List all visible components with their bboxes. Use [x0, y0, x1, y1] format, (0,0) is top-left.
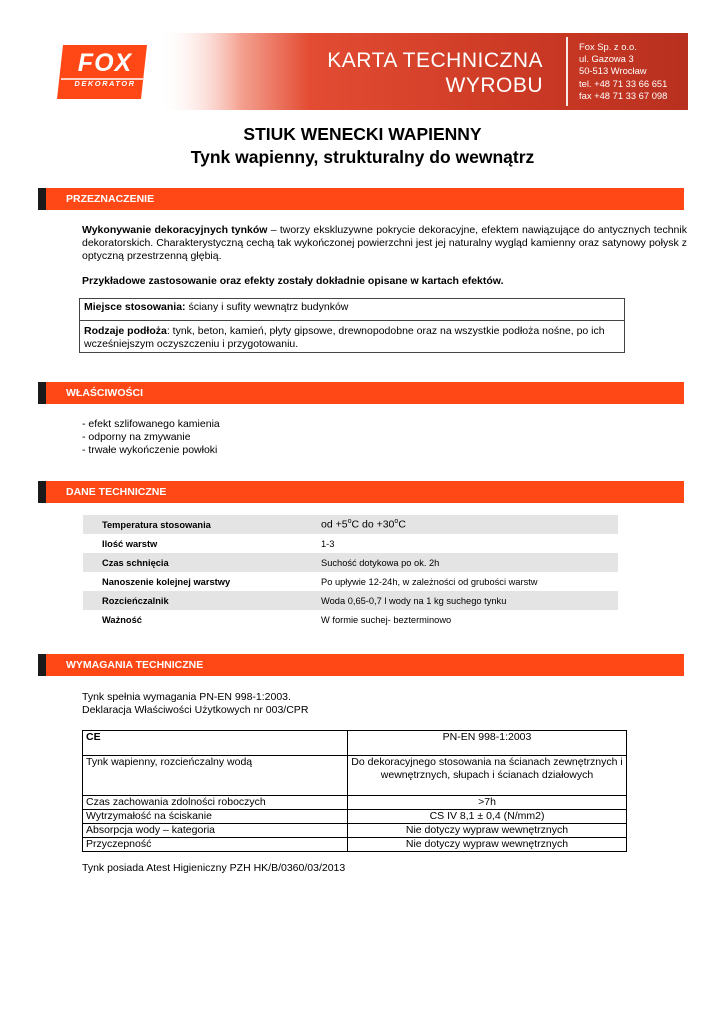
degree-sign: o: [394, 518, 399, 526]
table-cell-key: Czas zachowania zdolności roboczych: [83, 796, 348, 810]
table-row: [83, 824, 627, 838]
banner-title-line-2: WYROBU: [445, 74, 543, 97]
table-row: [83, 553, 618, 572]
section-bar: [38, 654, 46, 676]
banner-title: [318, 48, 543, 98]
table-cell-value: 1-3: [321, 538, 335, 549]
section-title: DANE TECHNICZNE: [66, 486, 167, 498]
address-line: Fox Sp. z o.o.: [579, 41, 637, 52]
degree-sign: o: [347, 518, 352, 526]
usage-substrates: [80, 321, 624, 351]
requirements-table: [82, 730, 627, 852]
table-row: [83, 572, 618, 591]
usage-substrates-label: Rodzaje podłoża: [84, 325, 167, 337]
requirements-intro: [82, 691, 308, 717]
list-item: - trwałe wykończenie powłoki: [82, 444, 218, 457]
address-line: fax +48 71 33 67 098: [579, 89, 668, 101]
table-cell-key: Tynk wapienny, rozcieńczalny wodą: [83, 756, 348, 796]
purpose-text: – tworzy ekskluzywne pokrycie dekoracyjne, efektem nawiązujące do antycznych technik dekoratorskich. Charakterystyczną cechą tak wykończonej powierzchni jest jej naturalny wygląd kamienny oraz satynowy połysk z optyczną przestrzenną głębią.: [82, 224, 687, 263]
table-cell-key: Ważność: [102, 614, 142, 625]
table-row: [83, 756, 627, 796]
section-header-wymagania: [38, 654, 684, 676]
product-subtitle: Tynk wapienny, strukturalny do wewnątrz: [190, 147, 535, 167]
section-title: WYMAGANIA TECHNICZNE: [66, 659, 204, 671]
table-cell-key: Wytrzymałość na ściskanie: [83, 810, 348, 824]
technical-data-table: [83, 515, 618, 629]
banner-title-line-1: KARTA TECHNICZNA: [327, 49, 543, 72]
table-cell-key: Ilość warstw: [102, 538, 158, 549]
list-item: - efekt szlifowanego kamienia: [82, 418, 220, 430]
logo-sub-text: DEKORATOR: [74, 79, 136, 88]
table-cell-key: Nanoszenie kolejnej warstwy: [102, 576, 231, 587]
table-row: [83, 610, 618, 629]
logo-main-text: FOX: [77, 49, 133, 77]
purpose-paragraph: [82, 224, 687, 264]
section-bar: [38, 382, 46, 404]
section-title: WŁAŚCIWOŚCI: [66, 387, 143, 399]
temp-to: C do +30: [351, 518, 395, 531]
table-cell-key: Temperatura stosowania: [83, 515, 302, 534]
table-row: [83, 515, 618, 534]
table-cell-value: >7h: [348, 796, 627, 810]
table-row: [83, 534, 618, 553]
table-cell-value: CS IV 8,1 ± 0,4 (N/mm2): [348, 810, 627, 824]
table-row: [83, 796, 627, 810]
table-cell-value: Suchość dotykowa po ok. 2h: [302, 553, 618, 572]
purpose-bold: Wykonywanie dekoracyjnych tynków: [82, 224, 268, 236]
address-line: tel. +48 71 33 66 651: [579, 77, 668, 89]
product-title: STIUK WENECKI WAPIENNY: [243, 124, 482, 144]
requirements-line: Tynk spełnia wymagania PN-EN 998-1:2003.: [82, 691, 291, 703]
requirements-line: Deklaracja Właściwości Użytkowych nr 003/CPR: [82, 704, 309, 717]
table-cell-value: Po upływie 12-24h, w zależności od grubości warstw: [321, 576, 538, 587]
table-cell-key: Rozcieńczalnik: [83, 591, 302, 610]
table-cell-value: PN-EN 998-1:2003: [348, 731, 627, 756]
table-cell-value: Nie dotyczy wypraw wewnętrznych: [348, 824, 627, 838]
address-line: ul. Gazowa 3: [579, 53, 634, 65]
section-bar: [38, 481, 46, 503]
temp-from: od +5: [321, 518, 348, 531]
table-cell-value: [302, 515, 618, 534]
usage-place: [80, 299, 624, 321]
table-cell-value: W formie suchej- bezterminowo: [321, 614, 452, 625]
usage-substrates-value: : tynk, beton, kamień, płyty gipsowe, drewnopodobne oraz na wszystkie podłoża nośne, po ich wcześniejszym oczyszczeniu i przygotowaniu.: [84, 325, 605, 351]
table-row: [83, 731, 627, 756]
table-cell-key: Czas schnięcia: [83, 553, 302, 572]
properties-list: [82, 418, 220, 458]
table-row: [83, 810, 627, 824]
purpose-note: Przykładowe zastosowanie oraz efekty zostały dokładnie opisane w kartach efektów.: [82, 275, 504, 287]
section-title: PRZEZNACZENIE: [66, 193, 155, 205]
usage-box: [79, 298, 625, 353]
table-cell-value: Nie dotyczy wypraw wewnętrznych: [348, 838, 627, 852]
company-address: [579, 41, 689, 102]
table-row: [83, 591, 618, 610]
table-cell-value: Woda 0,65-0,7 l wody na 1 kg suchego tynku: [302, 591, 618, 610]
table-cell-key: Przyczepność: [83, 838, 348, 852]
temp-unit-c: C: [398, 518, 406, 531]
address-line: 50-513 Wrocław: [579, 65, 647, 77]
table-cell-key: Absorpcja wody – kategoria: [83, 824, 348, 838]
table-cell-key: CE: [83, 731, 348, 756]
table-row: [83, 838, 627, 852]
section-header-przeznaczenie: [38, 188, 684, 210]
usage-place-value: ściany i sufity wewnątrz budynków: [185, 301, 349, 313]
table-cell-value: Do dekoracyjnego stosowania na ścianach zewnętrznych i wewnętrznych, słupach i ścianach działowych: [348, 756, 627, 796]
hygiene-certificate: Tynk posiada Atest Higieniczny PZH HK/B/0360/03/2013: [82, 862, 346, 874]
usage-place-label: Miejsce stosowania:: [84, 301, 186, 313]
section-bar: [38, 188, 46, 210]
section-header-wlasciwosci: [38, 382, 684, 404]
list-item: - odporny na zmywanie: [82, 431, 191, 444]
section-header-dane: [38, 481, 684, 503]
